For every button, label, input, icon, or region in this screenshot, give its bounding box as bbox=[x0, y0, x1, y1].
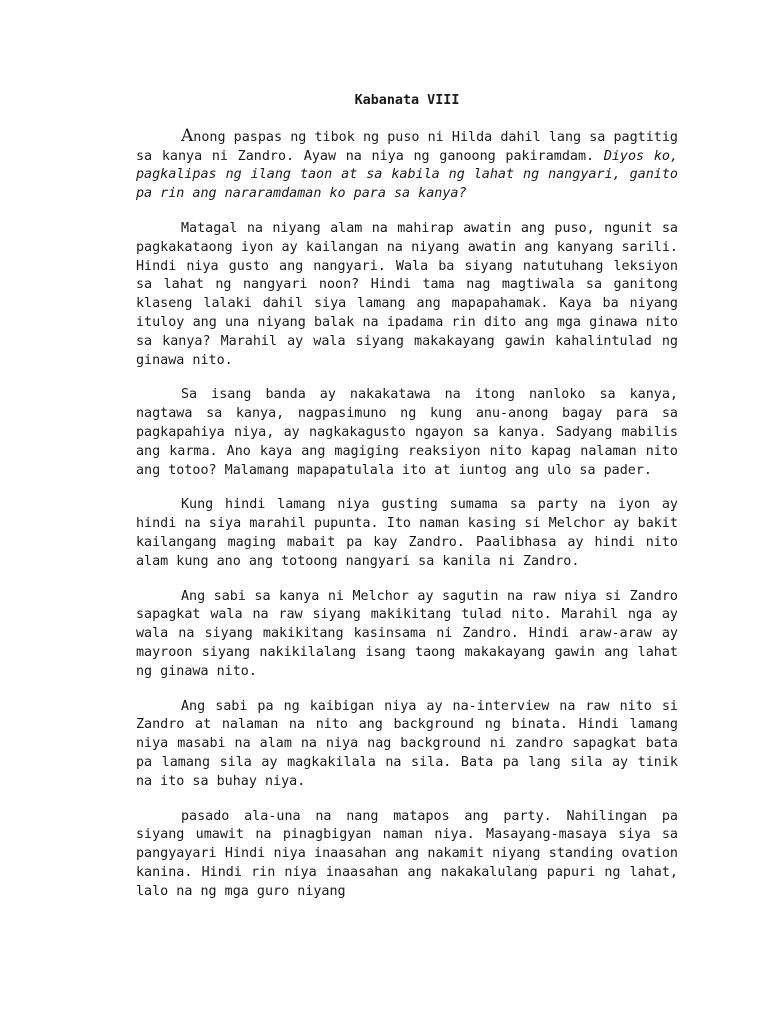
paragraph-7: pasado ala-una na nang matapos ang party. Nahilingan pa siyang umawit na pinagbigyan naman niya. Masayang-masaya siya sa pangyayari Hindi niya inaasahan ang nakamit niyang standing ovation kanina. Hindi rin niya inaasahan ang nakakalulang papuri ng lahat, lalo na ng mga guro niyang bbox=[136, 808, 678, 899]
paragraph-1-text: nong paspas ng tibok ng puso ni Hilda dahil lang sa pagtitig sa kanya ni Zandro. Ayaw na niya ng ganoong pakiramdam. bbox=[136, 129, 678, 164]
chapter-title: Kabanata VIII bbox=[354, 93, 460, 108]
paragraph-4: Kung hindi lamang niya gusting sumama sa party na iyon ay hindi na siya marahil pupunta. Ito naman kasing si Melchor ay bakit kailangang maging mabait pa kay Zandro. Paalibhasa ay hindi nito alam kung ano ang totoong nangyari sa kanila ni Zandro. bbox=[136, 497, 678, 569]
paragraph-3: Sa isang banda ay nakakatawa na itong nanloko sa kanya, nagtawa sa kanya, nagpasimuno ng kung anu-anong bagay para sa pagkapahiya niya, ay nagkakagusto ngayon sa kanya. Sadyang mabilis ang karma. Ano kaya ang magiging reaksiyon nito kapag nalaman nito ang totoo? Malamang mapapatulala ito at iuntog ang ulo sa pader. bbox=[136, 387, 678, 478]
paragraph-5: Ang sabi sa kanya ni Melchor ay sagutin na raw niya si Zandro sapagkat wala na raw siyang makikitang tulad nito. Marahil nga ay wala na siyang makikitang kasinsama ni Zandro. Hindi araw-araw ay mayroon siyang nakikilalang isang taong makakayang gawin ang lahat ng ginawa nito. bbox=[136, 588, 678, 679]
drop-cap-letter: A bbox=[181, 125, 194, 146]
paragraph-1 bbox=[136, 127, 678, 204]
paragraph-1-italic-thought: Diyos ko, pagkalipas ng ilang taon at sa kabila ng lahat ng nangyari, ganito pa rin ang nararamdaman ko para sa kanya? bbox=[136, 148, 679, 202]
paragraph-6: Ang sabi pa ng kaibigan niya ay na-interview na raw nito si Zandro at nalaman na nito ang background ng binata. Hindi lamang niya masabi na alam na niya nag background ni zandro sapagkat bata pa lamang sila ay magkakilala na sila. Bata pa lang sila ay tinik na ito sa buhay niya. bbox=[136, 698, 678, 789]
document-page bbox=[136, 92, 678, 901]
paragraph-2: Matagal na niyang alam na mahirap awatin ang puso, ngunit sa pagkakataong iyon ay kailangan na niyang awatin ang kanyang sarili. Hindi niya gusto ang nangyari. Wala ba siyang natutuhang leksiyon sa lahat ng nangyari noon? Hindi tama nag magtiwala sa ganitong klaseng lalaki dahil siya lamang ang mapapahamak. Kaya ba niyang ituloy ang una niyang balak na ipadama rin dito ang mga ginawa nito sa kanya? Marahil ay wala siyang makakayang gawin kahalintulad ng ginawa nito. bbox=[136, 220, 678, 368]
